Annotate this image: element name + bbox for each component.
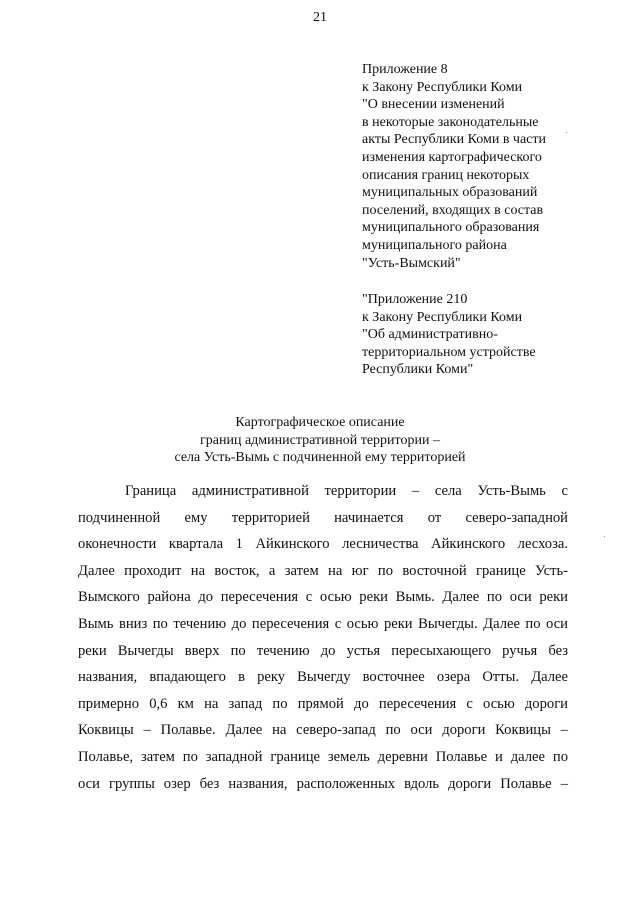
appendix-210-header — [362, 291, 622, 379]
title-line: Картографическое описание — [235, 415, 405, 430]
body-line: примерно 0,6 км на запад по прямой до пересечения с осью дороги — [78, 695, 568, 712]
body-line: подчиненной ему территорией начинается от северо-западной — [78, 509, 568, 526]
appendix-8-line: описания границ некоторых — [362, 167, 530, 183]
body-line: Вымь вниз по течению до пересечения с осью реки Вычегды. Далее по оси — [78, 615, 568, 632]
appendix-8-line: к Закону Республики Коми — [362, 79, 523, 95]
appendix-210-line: "Приложение 210 — [362, 292, 468, 307]
body-line: названия, впадающего в реку Вычегду восточнее озера Отты. Далее — [78, 669, 568, 686]
appendix-8-line: поселений, входящих в состав — [362, 202, 544, 218]
appendix-8-line: Приложение 8 — [362, 62, 448, 77]
appendix-8-line: муниципального района — [362, 237, 507, 253]
scan-speck — [604, 536, 605, 537]
title-line: границ административной территории – — [200, 432, 440, 448]
document-title — [0, 414, 640, 467]
body-line: Коквицы – Полавье. Далее на северо-запад по оси дороги Коквицы – — [78, 722, 568, 739]
body-line: Вымского района до пересечения с осью реки Вымь. Далее по оси реки — [78, 589, 568, 606]
title-line: села Усть-Вымь с подчиненной ему территорией — [174, 450, 466, 466]
appendix-8-line: в некоторые законодательные — [362, 114, 539, 130]
body-paragraph — [78, 478, 568, 797]
body-line: Далее проходит на восток, а затем на юг по восточной границе Усть- — [78, 562, 568, 579]
page-number: 21 — [313, 10, 327, 25]
appendix-8-line: муниципальных образований — [362, 185, 538, 201]
appendix-210-line: Республики Коми" — [362, 362, 474, 378]
appendix-8-line: муниципального образования — [362, 220, 540, 236]
appendix-8-header — [362, 61, 622, 272]
appendix-8-line: "Усть-Вымский" — [362, 255, 461, 271]
appendix-8-line: изменения картографического — [362, 149, 542, 165]
appendix-8-line: акты Республики Коми в части — [362, 132, 547, 148]
body-line: Граница административной территории – села Усть-Вымь с — [125, 483, 568, 499]
body-line: реки Вычегды вверх по течению до устья пересыхающего ручья без — [78, 642, 568, 659]
appendix-210-line: территориальном устройстве — [362, 344, 536, 360]
body-line: оконечности квартала 1 Айкинского лесничества Айкинского лесхоза. — [78, 536, 568, 553]
appendix-210-line: к Закону Республики Коми — [362, 309, 523, 325]
appendix-210-line: "Об административно- — [362, 327, 498, 343]
scan-speck — [566, 132, 567, 133]
body-line: оси группы озер без названия, расположенных вдоль дороги Полавье – — [78, 775, 568, 792]
appendix-8-line: "О внесении изменений — [362, 97, 505, 113]
body-line: Полавье, затем по западной границе земель деревни Полавье и далее по — [78, 748, 568, 765]
